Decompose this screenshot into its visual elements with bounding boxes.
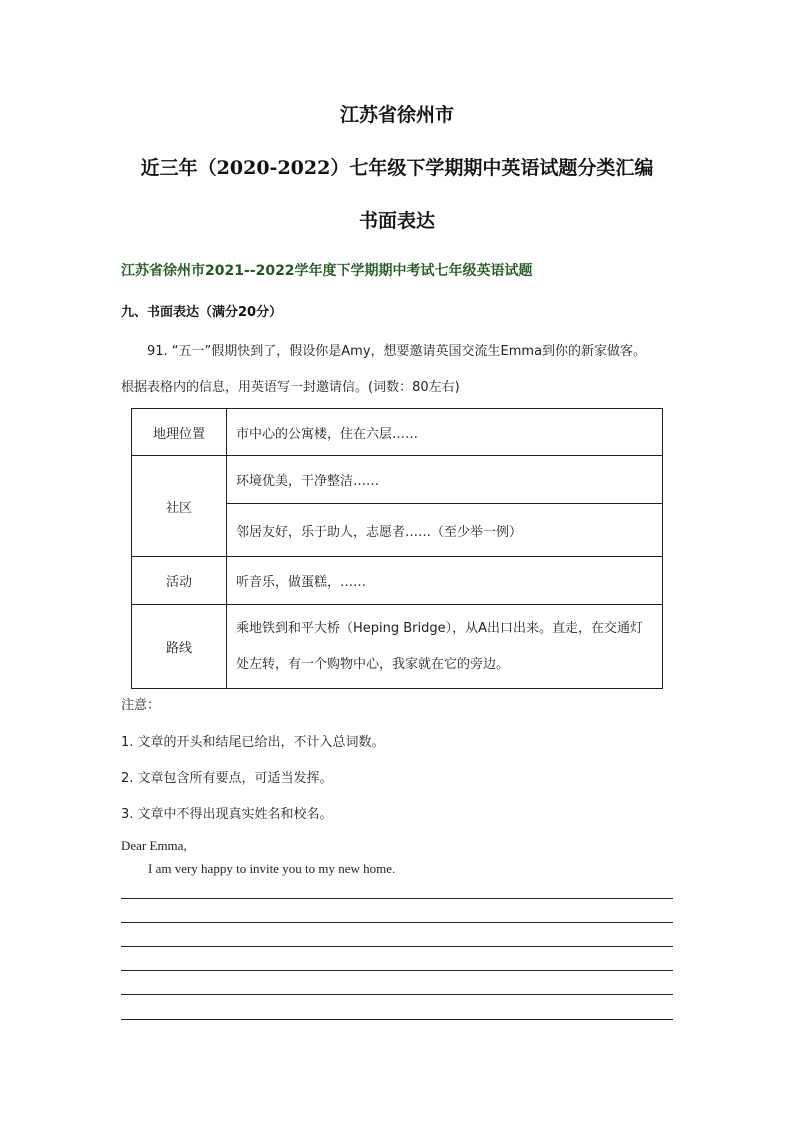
activity-value: 听音乐，做蛋糕，…… bbox=[227, 557, 663, 605]
answer-line bbox=[121, 994, 673, 995]
route-value bbox=[227, 605, 663, 689]
activity-label: 活动 bbox=[132, 557, 227, 605]
document-title: 江苏省徐州市 bbox=[339, 104, 454, 126]
route-value-line-1: 乘地铁到和平大桥（Heping Bridge），从A出口出来。直走，在交通灯 bbox=[236, 620, 644, 636]
answer-line bbox=[121, 946, 673, 947]
answer-line bbox=[121, 1019, 673, 1020]
community-value-1: 环境优美，干净整洁…… bbox=[227, 456, 663, 504]
info-table bbox=[131, 408, 663, 689]
section-heading: 江苏省徐州市2021--2022学年度下学期期中考试七年级英语试题 bbox=[121, 263, 533, 279]
question-line-1: 91. “五一”假期快到了，假设你是Amy，想要邀请英国交流生Emma到你的新家做客。 bbox=[147, 344, 647, 359]
location-value: 市中心的公寓楼，住在六层…… bbox=[227, 409, 663, 456]
location-label: 地理位置 bbox=[132, 409, 227, 456]
answer-line bbox=[121, 898, 673, 899]
table-row-community bbox=[132, 456, 663, 504]
letter-opening: I am very happy to invite you to my new home. bbox=[148, 861, 396, 876]
community-value-2: 邻居友好，乐于助人，志愿者……（至少举一例） bbox=[227, 504, 663, 557]
notes-title: 注意： bbox=[121, 698, 161, 713]
note-item-2: 2. 文章包含所有要点，可适当发挥。 bbox=[121, 771, 333, 786]
letter-greeting: Dear Emma, bbox=[121, 838, 187, 853]
document-subtitle: 近三年（2020-2022）七年级下学期期中英语试题分类汇编 bbox=[140, 157, 654, 179]
table-row-activity bbox=[132, 557, 663, 605]
table-row-route bbox=[132, 605, 663, 689]
table-row-location bbox=[132, 409, 663, 456]
note-item-1: 1. 文章的开头和结尾已给出，不计入总词数。 bbox=[121, 735, 385, 750]
part-heading: 九、书面表达（满分20分） bbox=[121, 305, 283, 320]
route-value-line-2: 处左转，有一个购物中心，我家就在它的旁边。 bbox=[236, 656, 510, 672]
answer-line bbox=[121, 922, 673, 923]
document-topic: 书面表达 bbox=[358, 210, 435, 232]
answer-line bbox=[121, 970, 673, 971]
route-label: 路线 bbox=[132, 605, 227, 689]
note-item-3: 3. 文章中不得出现真实姓名和校名。 bbox=[121, 807, 333, 822]
community-label: 社区 bbox=[132, 456, 227, 557]
question-line-2: 根据表格内的信息，用英语写一封邀请信。(词数：80左右) bbox=[121, 380, 460, 395]
